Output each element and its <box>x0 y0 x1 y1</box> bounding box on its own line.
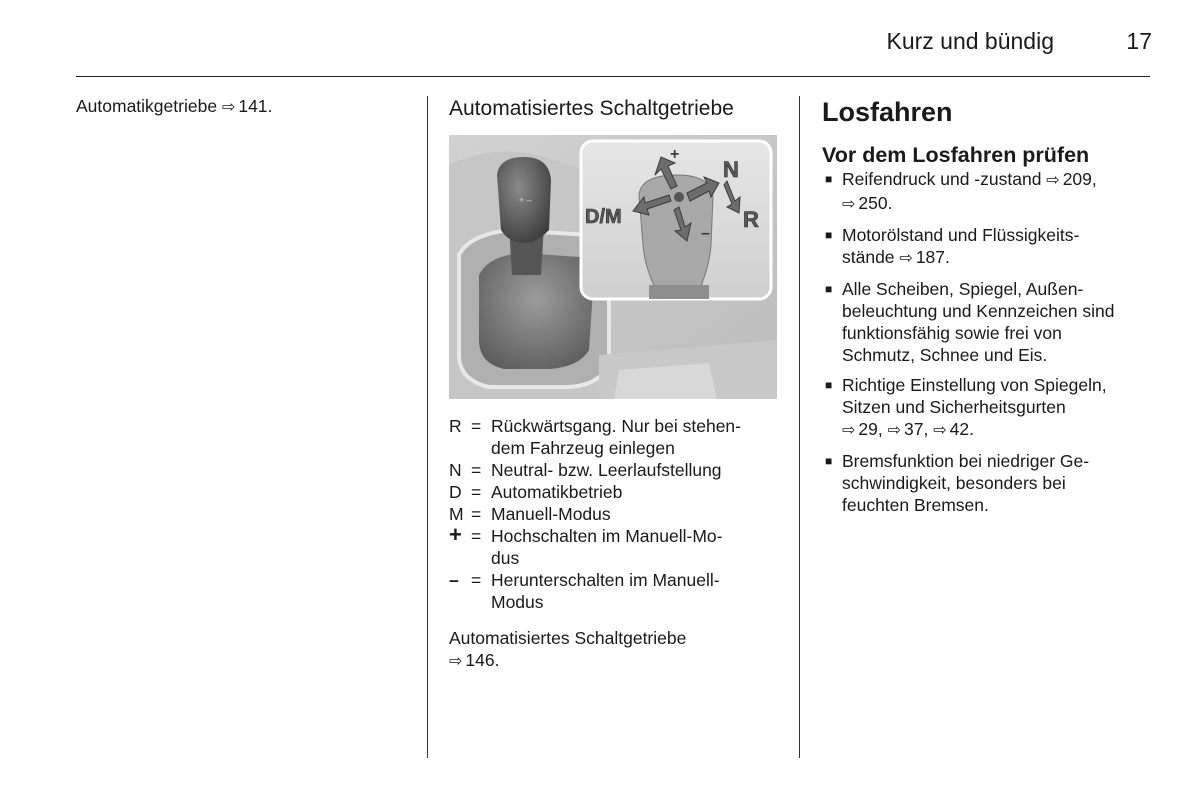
legend-item <box>449 503 779 525</box>
list-item-text: beleuchtung und Kennzeichen sind <box>842 301 1115 321</box>
legend-text: Hochschalten im Manuell-Mo- <box>491 526 723 546</box>
legend-key: N <box>449 460 462 480</box>
page-ref-link[interactable] <box>449 649 499 673</box>
column-2 <box>449 96 779 673</box>
legend-text: Automatikbetrieb <box>491 482 623 502</box>
list-item-text: Sitzen und Sicherheitsgurten <box>842 397 1066 417</box>
ref-number: 250. <box>858 193 893 213</box>
note-text: Automatisiertes Schaltgetriebe <box>449 628 687 648</box>
page-number: 17 <box>1126 28 1152 54</box>
list-item <box>822 224 1157 270</box>
ref-number: 187. <box>915 247 950 267</box>
legend-key: M <box>449 504 464 524</box>
legend-text: dem Fahrzeug einlegen <box>491 438 675 458</box>
header-title: Kurz und bündig <box>886 28 1054 54</box>
list-item <box>822 450 1157 516</box>
ref-number: 29, <box>858 419 883 439</box>
subsection-title: Vor dem Losfahren prüfen <box>822 143 1090 167</box>
list-item-text: feuchten Bremsen. <box>842 495 989 515</box>
legend-equals: = <box>471 416 482 436</box>
gear-shifter-illustration <box>449 135 777 399</box>
shift-pattern-inset <box>581 141 771 299</box>
chapter-title: Losfahren <box>822 97 953 127</box>
legend-equals: = <box>471 570 482 590</box>
legend-key: D <box>449 482 462 502</box>
legend-text: Modus <box>491 592 544 612</box>
page-ref-link[interactable] <box>888 418 929 442</box>
ref-number: 146. <box>465 650 500 670</box>
column-divider-1 <box>427 96 428 758</box>
dm-label: D/M <box>585 206 622 228</box>
list-item-text: schwindigkeit, besonders bei <box>842 473 1066 493</box>
page-header <box>0 0 1200 80</box>
legend-text: Neutral- bzw. Leerlaufstellung <box>491 460 722 480</box>
legend-item <box>449 569 779 613</box>
plus-label: + <box>670 146 680 163</box>
legend-equals: = <box>471 504 482 524</box>
legend-item <box>449 415 779 459</box>
checklist <box>822 168 1157 516</box>
page-ref-link[interactable] <box>1046 168 1096 192</box>
page-ref-link[interactable] <box>842 192 892 216</box>
list-item-text: stände <box>842 247 895 267</box>
list-item-text: Alle Scheiben, Spiegel, Außen- <box>842 279 1084 299</box>
r-label: R <box>743 207 759 232</box>
list-item-text: Bremsfunktion bei niedriger Ge- <box>842 451 1090 471</box>
ref-number: 42. <box>949 419 974 439</box>
list-item-text: Motorölstand und Flüssigkeits- <box>842 225 1080 245</box>
ref-number: 37, <box>904 419 929 439</box>
list-item-text: funktionsfähig sowie frei von <box>842 323 1062 343</box>
list-item <box>822 168 1157 216</box>
section-title: Automatisiertes Schaltgetriebe <box>449 97 734 120</box>
legend-item <box>449 522 779 569</box>
legend-key: R <box>449 416 462 436</box>
gear-legend <box>449 415 779 613</box>
legend-item <box>449 481 779 503</box>
list-item-text: Schmutz, Schnee und Eis. <box>842 345 1048 365</box>
legend-item <box>449 459 779 481</box>
list-item <box>822 278 1157 366</box>
page-ref-link[interactable] <box>933 418 974 442</box>
legend-text: Rückwärtsgang. Nur bei stehen- <box>491 416 741 436</box>
ref-number: 209, <box>1062 169 1097 189</box>
cross-reference-note <box>449 627 779 673</box>
col1-text: Automatikgetriebe <box>76 96 218 116</box>
list-item <box>822 374 1157 442</box>
legend-key: – <box>449 570 459 590</box>
legend-equals: = <box>471 482 482 502</box>
legend-equals: = <box>471 526 482 546</box>
ref-number: 141. <box>238 96 273 116</box>
column-3 <box>822 96 1157 524</box>
shifter-drawing <box>449 135 777 399</box>
column-divider-2 <box>799 96 800 758</box>
page-ref-link[interactable] <box>842 418 883 442</box>
page-ref-link[interactable] <box>222 96 272 117</box>
minus-label: – <box>701 225 710 242</box>
svg-text:+ –: + – <box>519 195 532 205</box>
list-item-text: Reifendruck und -zustand <box>842 169 1042 189</box>
header-rule <box>76 76 1150 77</box>
legend-text: dus <box>491 548 520 568</box>
legend-text: Herunterschalten im Manuell- <box>491 570 720 590</box>
legend-text: Manuell-Modus <box>491 504 611 524</box>
column-1 <box>76 96 406 117</box>
legend-equals: = <box>471 460 482 480</box>
page-ref-link[interactable] <box>899 246 949 270</box>
legend-key: + <box>449 522 462 547</box>
list-item-text: Richtige Einstellung von Spiegeln, <box>842 375 1107 395</box>
n-label: N <box>723 157 739 182</box>
